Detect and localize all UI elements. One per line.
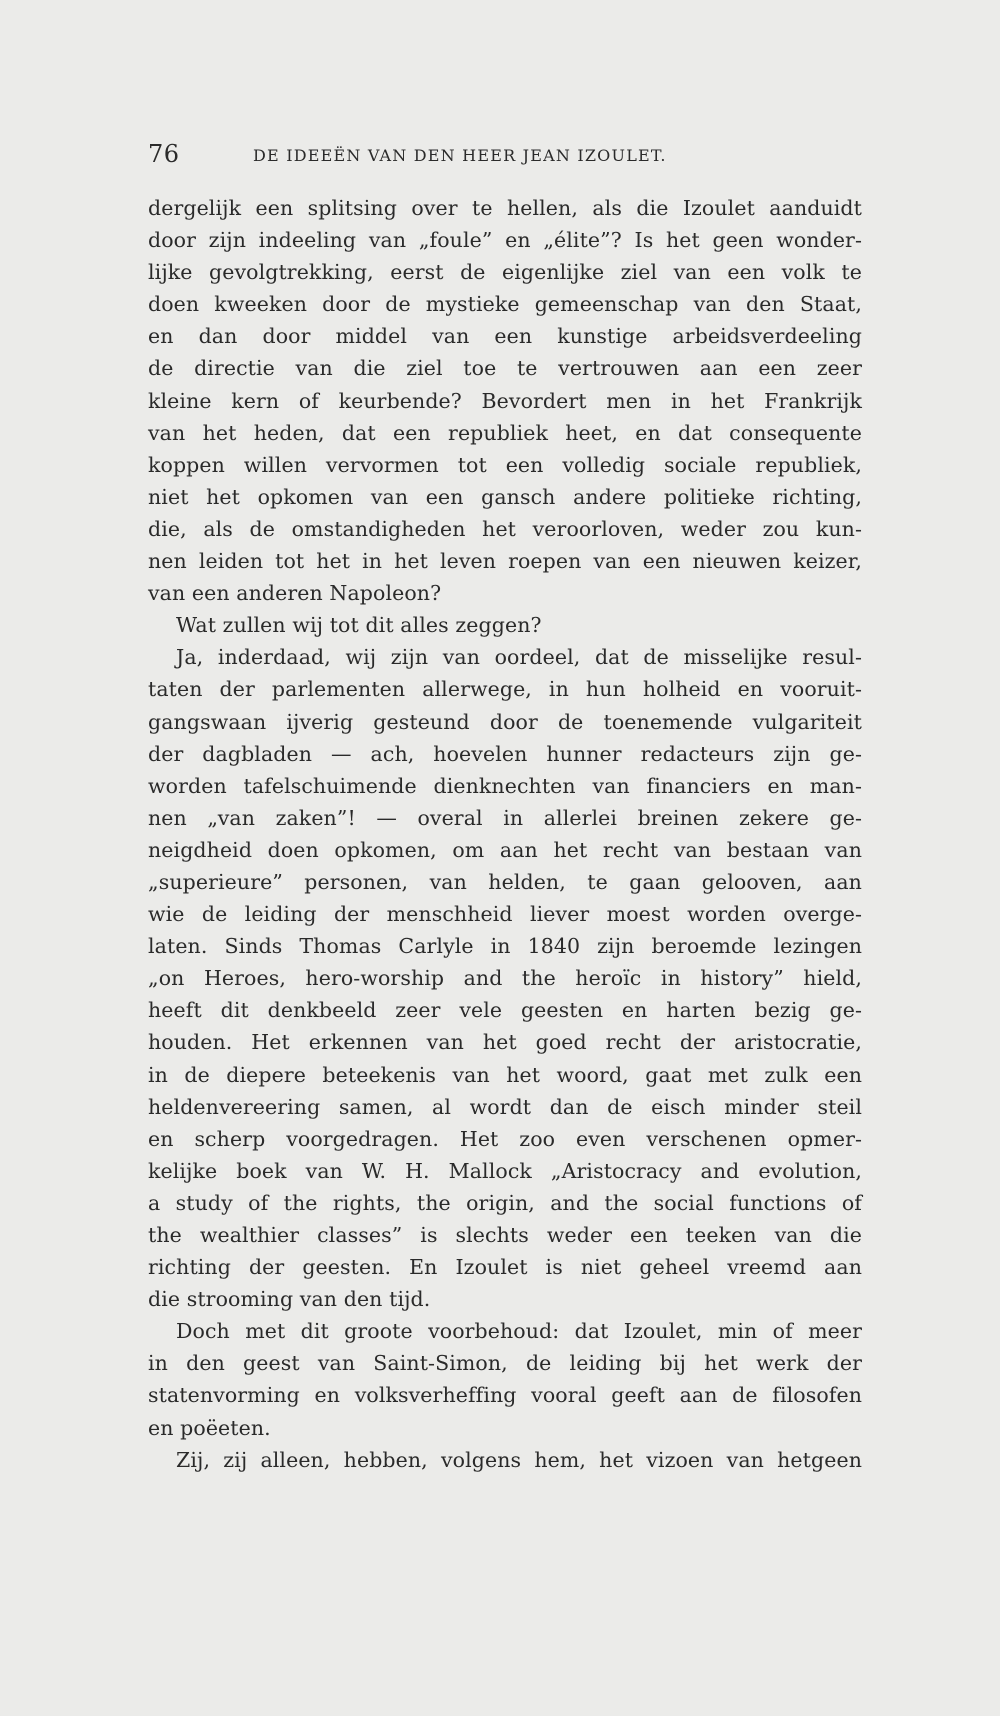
running-head: DE IDEEËN VAN DEN HEER JEAN IZOULET. <box>253 146 667 165</box>
text-line: statenvorming en volksverheffing vooral geeft aan de filosofen <box>148 1383 862 1408</box>
text-line: van een anderen Napoleon? <box>148 581 442 606</box>
text-line: the wealthier classes” is slechts weder een teeken van die <box>148 1223 862 1247</box>
text-line: taten der parlementen allerwege, in hun holheid en vooruit- <box>148 677 862 702</box>
text-line: door zijn indeeling van „foule” en „élite”? Is het geen wonder- <box>148 228 862 253</box>
text-line: Doch met dit groote voorbehoud: dat Izoulet, min of meer <box>176 1319 862 1344</box>
text-line: heeft dit denkbeeld zeer vele geesten en harten bezig ge- <box>148 998 862 1023</box>
text-line: Wat zullen wij tot dit alles zeggen? <box>176 613 542 638</box>
text-line: van het heden, dat een republiek heet, en dat consequente <box>148 420 862 445</box>
text-line: wie de leiding der menschheid liever moest worden overge- <box>148 902 862 927</box>
text-line: Ja, inderdaad, wij zijn van oordeel, dat de misselijke resul- <box>176 645 862 670</box>
text-line: „superieure” personen, van helden, te gaan gelooven, aan <box>148 869 862 894</box>
text-line: houden. Het erkennen van het goed recht der aristocratie, <box>148 1030 862 1055</box>
text-line: niet het opkomen van een gansch andere politieke richting, <box>148 484 862 509</box>
text-line: kleine kern of keurbende? Bevordert men in het Frankrijk <box>148 388 862 413</box>
page-number: 76 <box>148 140 180 168</box>
text-line: worden tafelschuimende dienknechten van financiers en man- <box>148 773 862 798</box>
text-line: Zij, zij alleen, hebben, volgens hem, het vizoen van hetgeen <box>176 1447 862 1472</box>
text-line: laten. Sinds Thomas Carlyle in 1840 zijn beroemde lezingen <box>148 934 862 959</box>
text-line: de directie van die ziel toe te vertrouwen aan een zeer <box>148 356 862 381</box>
text-line: a study of the rights, the origin, and the social functions of <box>148 1190 862 1215</box>
text-line: „on Heroes, hero-worship and the heroïc in history” hield, <box>148 966 862 991</box>
text-line: der dagbladen — ach, hoevelen hunner redacteurs zijn ge- <box>148 741 862 766</box>
text-line: richting der geesten. En Izoulet is niet geheel vreemd aan <box>148 1255 862 1280</box>
body-text <box>148 192 862 1476</box>
text-line: lijke gevolgtrekking, eerst de eigenlijke ziel van een volk te <box>148 260 862 285</box>
text-line: en poëeten. <box>148 1415 271 1440</box>
page-header <box>148 136 864 172</box>
text-line: dergelijk een splitsing over te hellen, als die Izoulet aanduidt <box>148 196 862 220</box>
text-line: koppen willen vervormen tot een volledig sociale republiek, <box>148 452 862 477</box>
text-line: in den geest van Saint-Simon, de leiding bij het werk der <box>148 1351 862 1376</box>
text-line: heldenvereering samen, al wordt dan de eisch minder steil <box>148 1094 862 1119</box>
text-line: en dan door middel van een kunstige arbeidsverdeeling <box>148 324 862 349</box>
text-line: nen leiden tot het in het leven roepen van een nieuwen keizer, <box>148 549 862 574</box>
text-line: neigdheid doen opkomen, om aan het recht van bestaan van <box>148 837 862 862</box>
text-line: gangswaan ijverig gesteund door de toenemende vulgariteit <box>148 709 862 734</box>
text-line: kelijke boek van W. H. Mallock „Aristocracy and evolution, <box>148 1158 862 1183</box>
text-line: doen kweeken door de mystieke gemeenschap van den Staat, <box>148 292 862 317</box>
text-line: nen „van zaken”! — overal in allerlei breinen zekere ge- <box>148 805 862 830</box>
text-line: die, als de omstandigheden het veroorloven, weder zou kun- <box>148 516 862 541</box>
text-line: in de diepere beteekenis van het woord, gaat met zulk een <box>148 1062 862 1087</box>
text-line: die strooming van den tijd. <box>148 1287 431 1312</box>
text-line: en scherp voorgedragen. Het zoo even verschenen opmer- <box>148 1126 862 1151</box>
